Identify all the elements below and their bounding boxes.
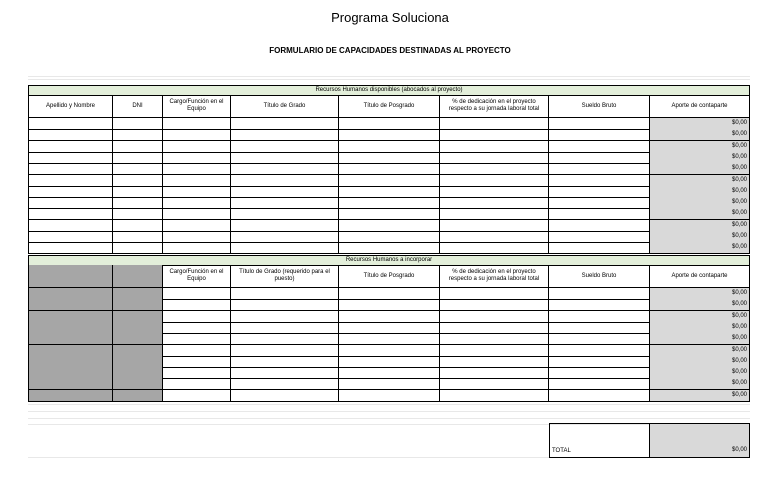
input-cell-dedication[interactable] xyxy=(440,322,549,334)
input-cell-degree[interactable] xyxy=(231,390,339,402)
input-cell-postgrad[interactable] xyxy=(339,322,440,334)
input-cell-dni xyxy=(113,288,163,300)
contribution-value: $0,00 xyxy=(650,390,750,402)
input-cell-dedication[interactable] xyxy=(440,175,549,187)
input-cell-postgrad[interactable] xyxy=(339,141,440,153)
section-header-bar: Recursos Humanos a incorporar xyxy=(28,255,750,266)
contribution-value: $0,00 xyxy=(650,322,750,334)
input-cell-dedication[interactable] xyxy=(440,186,549,198)
input-cell-name xyxy=(28,299,113,311)
input-cell-dni[interactable] xyxy=(113,242,163,254)
input-cell-salary[interactable] xyxy=(549,186,650,198)
input-cell-postgrad[interactable] xyxy=(339,118,440,130)
column-header-dni: DNI xyxy=(113,95,163,118)
input-cell-postgrad[interactable] xyxy=(339,378,440,390)
input-cell-salary[interactable] xyxy=(549,288,650,300)
input-cell-name[interactable] xyxy=(28,118,113,130)
input-cell-degree[interactable] xyxy=(231,378,339,390)
input-cell-salary[interactable] xyxy=(549,129,650,141)
input-cell-name[interactable] xyxy=(28,186,113,198)
input-cell-dni xyxy=(113,367,163,379)
input-cell-name[interactable] xyxy=(28,208,113,220)
input-cell-dni xyxy=(113,390,163,402)
contribution-value: $0,00 xyxy=(650,129,750,141)
input-cell-name xyxy=(28,288,113,300)
input-cell-salary[interactable] xyxy=(549,220,650,232)
column-header-dedication: % de dedicación en el proyecto respecto a su jornada laboral total xyxy=(440,265,549,288)
input-cell-postgrad[interactable] xyxy=(339,288,440,300)
input-cell-salary[interactable] xyxy=(549,356,650,368)
input-cell-dni[interactable] xyxy=(113,186,163,198)
column-header-contribution: Aporte de contaparte xyxy=(650,265,750,288)
input-cell-salary[interactable] xyxy=(549,345,650,357)
input-cell-role[interactable] xyxy=(163,322,231,334)
input-cell-role[interactable] xyxy=(163,390,231,402)
input-cell-dedication[interactable] xyxy=(440,231,549,243)
input-cell-dedication[interactable] xyxy=(440,163,549,175)
input-cell-dedication[interactable] xyxy=(440,367,549,379)
input-cell-salary[interactable] xyxy=(549,378,650,390)
input-cell-salary[interactable] xyxy=(549,175,650,187)
input-cell-degree[interactable] xyxy=(231,141,339,153)
input-cell-postgrad[interactable] xyxy=(339,299,440,311)
column-header-postgrad: Título de Posgrado xyxy=(339,265,440,288)
input-cell-dni[interactable] xyxy=(113,129,163,141)
total-label: TOTAL xyxy=(552,448,571,454)
column-header-role: Cargo/Función en el Equipo xyxy=(163,265,231,288)
column-header-name xyxy=(28,265,113,288)
input-cell-dni[interactable] xyxy=(113,175,163,187)
input-cell-salary[interactable] xyxy=(549,299,650,311)
input-cell-name[interactable] xyxy=(28,163,113,175)
contribution-value: $0,00 xyxy=(650,345,750,357)
input-cell-role[interactable] xyxy=(163,345,231,357)
column-header-salary: Sueldo Bruto xyxy=(549,265,650,288)
input-cell-dni[interactable] xyxy=(113,208,163,220)
input-cell-dni[interactable] xyxy=(113,152,163,164)
input-cell-dni[interactable] xyxy=(113,141,163,153)
input-cell-dni[interactable] xyxy=(113,118,163,130)
input-cell-role[interactable] xyxy=(163,242,231,254)
input-cell-dedication[interactable] xyxy=(440,118,549,130)
input-cell-role[interactable] xyxy=(163,311,231,323)
input-cell-degree[interactable] xyxy=(231,345,339,357)
contribution-value: $0,00 xyxy=(650,299,750,311)
input-cell-salary[interactable] xyxy=(549,163,650,175)
input-cell-dedication[interactable] xyxy=(440,311,549,323)
input-cell-salary[interactable] xyxy=(549,231,650,243)
input-cell-dni xyxy=(113,356,163,368)
input-cell-name xyxy=(28,345,113,357)
input-cell-dni xyxy=(113,378,163,390)
input-cell-postgrad[interactable] xyxy=(339,208,440,220)
input-cell-dedication[interactable] xyxy=(440,356,549,368)
input-cell-role[interactable] xyxy=(163,333,231,345)
input-cell-degree[interactable] xyxy=(231,356,339,368)
input-cell-salary[interactable] xyxy=(549,322,650,334)
input-cell-dni xyxy=(113,322,163,334)
input-cell-role[interactable] xyxy=(163,231,231,243)
input-cell-dedication[interactable] xyxy=(440,197,549,209)
input-cell-role[interactable] xyxy=(163,220,231,232)
column-header-degree: Título de Grado xyxy=(231,95,339,118)
input-cell-dni xyxy=(113,333,163,345)
gridline xyxy=(28,411,750,412)
input-cell-role[interactable] xyxy=(163,378,231,390)
total-label-cell xyxy=(549,423,650,458)
input-cell-salary[interactable] xyxy=(549,208,650,220)
contribution-value: $0,00 xyxy=(650,311,750,323)
input-cell-dedication[interactable] xyxy=(440,220,549,232)
input-cell-postgrad[interactable] xyxy=(339,333,440,345)
input-cell-salary[interactable] xyxy=(549,311,650,323)
contribution-value: $0,00 xyxy=(650,288,750,300)
input-cell-name[interactable] xyxy=(28,141,113,153)
input-cell-degree[interactable] xyxy=(231,208,339,220)
input-cell-postgrad[interactable] xyxy=(339,356,440,368)
input-cell-salary[interactable] xyxy=(549,152,650,164)
input-cell-degree[interactable] xyxy=(231,333,339,345)
column-header-contribution: Aporte de contaparte xyxy=(650,95,750,118)
contribution-value: $0,00 xyxy=(650,242,750,254)
column-header-dni xyxy=(113,265,163,288)
input-cell-postgrad[interactable] xyxy=(339,345,440,357)
input-cell-name xyxy=(28,322,113,334)
input-cell-degree[interactable] xyxy=(231,231,339,243)
contribution-value: $0,00 xyxy=(650,197,750,209)
input-cell-role[interactable] xyxy=(163,175,231,187)
input-cell-name xyxy=(28,311,113,323)
contribution-value: $0,00 xyxy=(650,163,750,175)
contribution-value: $0,00 xyxy=(650,152,750,164)
input-cell-role[interactable] xyxy=(163,208,231,220)
contribution-value: $0,00 xyxy=(650,208,750,220)
input-cell-salary[interactable] xyxy=(549,333,650,345)
input-cell-degree[interactable] xyxy=(231,197,339,209)
input-cell-postgrad[interactable] xyxy=(339,152,440,164)
section-header-bar: Recursos Humanos disponibles (abocados al proyecto) xyxy=(28,85,750,96)
column-header-name: Apellido y Nombre xyxy=(28,95,113,118)
input-cell-name xyxy=(28,378,113,390)
total-value-text: $0,00 xyxy=(731,447,747,453)
input-cell-degree[interactable] xyxy=(231,186,339,198)
input-cell-name[interactable] xyxy=(28,197,113,209)
input-cell-role[interactable] xyxy=(163,129,231,141)
input-cell-role[interactable] xyxy=(163,152,231,164)
input-cell-dedication[interactable] xyxy=(440,208,549,220)
input-cell-postgrad[interactable] xyxy=(339,242,440,254)
input-cell-postgrad[interactable] xyxy=(339,231,440,243)
input-cell-role[interactable] xyxy=(163,288,231,300)
gridline xyxy=(28,418,750,419)
input-cell-degree[interactable] xyxy=(231,175,339,187)
input-cell-role[interactable] xyxy=(163,356,231,368)
input-cell-dni[interactable] xyxy=(113,220,163,232)
page-title: Programa Soluciona xyxy=(331,10,449,25)
contribution-value: $0,00 xyxy=(650,220,750,232)
contribution-value: $0,00 xyxy=(650,356,750,368)
input-cell-postgrad[interactable] xyxy=(339,163,440,175)
input-cell-role[interactable] xyxy=(163,367,231,379)
input-cell-dni xyxy=(113,345,163,357)
input-cell-role[interactable] xyxy=(163,186,231,198)
input-cell-salary[interactable] xyxy=(549,367,650,379)
input-cell-degree[interactable] xyxy=(231,288,339,300)
input-cell-degree[interactable] xyxy=(231,299,339,311)
column-header-degree: Título de Grado (requerido para el puesto) xyxy=(231,265,339,288)
input-cell-dni xyxy=(113,299,163,311)
input-cell-degree[interactable] xyxy=(231,163,339,175)
input-cell-role[interactable] xyxy=(163,299,231,311)
contribution-value: $0,00 xyxy=(650,231,750,243)
input-cell-dedication[interactable] xyxy=(440,378,549,390)
input-cell-degree[interactable] xyxy=(231,367,339,379)
input-cell-dedication[interactable] xyxy=(440,129,549,141)
gridline xyxy=(28,79,750,80)
contribution-value: $0,00 xyxy=(650,378,750,390)
input-cell-dni[interactable] xyxy=(113,163,163,175)
column-header-role: Cargo/Función en el Equipo xyxy=(163,95,231,118)
input-cell-name[interactable] xyxy=(28,220,113,232)
input-cell-role[interactable] xyxy=(163,118,231,130)
input-cell-name xyxy=(28,333,113,345)
contribution-value: $0,00 xyxy=(650,118,750,130)
gridline xyxy=(28,76,750,77)
input-cell-name[interactable] xyxy=(28,231,113,243)
input-cell-degree[interactable] xyxy=(231,220,339,232)
input-cell-name[interactable] xyxy=(28,175,113,187)
input-cell-postgrad[interactable] xyxy=(339,129,440,141)
gridline xyxy=(28,404,750,405)
contribution-value: $0,00 xyxy=(650,367,750,379)
input-cell-role[interactable] xyxy=(163,141,231,153)
input-cell-name[interactable] xyxy=(28,152,113,164)
input-cell-dni[interactable] xyxy=(113,231,163,243)
input-cell-dedication[interactable] xyxy=(440,242,549,254)
input-cell-salary[interactable] xyxy=(549,141,650,153)
input-cell-postgrad[interactable] xyxy=(339,175,440,187)
column-header-salary: Sueldo Bruto xyxy=(549,95,650,118)
input-cell-salary[interactable] xyxy=(549,197,650,209)
input-cell-postgrad[interactable] xyxy=(339,390,440,402)
input-cell-dedication[interactable] xyxy=(440,141,549,153)
input-cell-name[interactable] xyxy=(28,129,113,141)
input-cell-name xyxy=(28,390,113,402)
input-cell-salary[interactable] xyxy=(549,242,650,254)
input-cell-dedication[interactable] xyxy=(440,152,549,164)
input-cell-dedication[interactable] xyxy=(440,333,549,345)
input-cell-dni xyxy=(113,311,163,323)
contribution-value: $0,00 xyxy=(650,141,750,153)
contribution-value: $0,00 xyxy=(650,186,750,198)
column-header-postgrad: Título de Posgrado xyxy=(339,95,440,118)
input-cell-dedication[interactable] xyxy=(440,299,549,311)
input-cell-salary[interactable] xyxy=(549,390,650,402)
input-cell-dedication[interactable] xyxy=(440,390,549,402)
input-cell-dni[interactable] xyxy=(113,197,163,209)
input-cell-role[interactable] xyxy=(163,163,231,175)
input-cell-degree[interactable] xyxy=(231,129,339,141)
total-value xyxy=(650,423,750,458)
input-cell-degree[interactable] xyxy=(231,311,339,323)
input-cell-degree[interactable] xyxy=(231,118,339,130)
contribution-value: $0,00 xyxy=(650,175,750,187)
input-cell-degree[interactable] xyxy=(231,322,339,334)
form-subtitle: FORMULARIO DE CAPACIDADES DESTINADAS AL PROYECTO xyxy=(269,46,511,55)
input-cell-dedication[interactable] xyxy=(440,288,549,300)
input-cell-name[interactable] xyxy=(28,242,113,254)
input-cell-postgrad[interactable] xyxy=(339,311,440,323)
input-cell-role[interactable] xyxy=(163,197,231,209)
input-cell-degree[interactable] xyxy=(231,152,339,164)
column-header-dedication: % de dedicación en el proyecto respecto a su jornada laboral total xyxy=(440,95,549,118)
input-cell-degree[interactable] xyxy=(231,242,339,254)
input-cell-postgrad[interactable] xyxy=(339,220,440,232)
input-cell-dedication[interactable] xyxy=(440,345,549,357)
input-cell-salary[interactable] xyxy=(549,118,650,130)
input-cell-postgrad[interactable] xyxy=(339,197,440,209)
input-cell-postgrad[interactable] xyxy=(339,186,440,198)
input-cell-postgrad[interactable] xyxy=(339,367,440,379)
input-cell-name xyxy=(28,367,113,379)
contribution-value: $0,00 xyxy=(650,333,750,345)
input-cell-name xyxy=(28,356,113,368)
